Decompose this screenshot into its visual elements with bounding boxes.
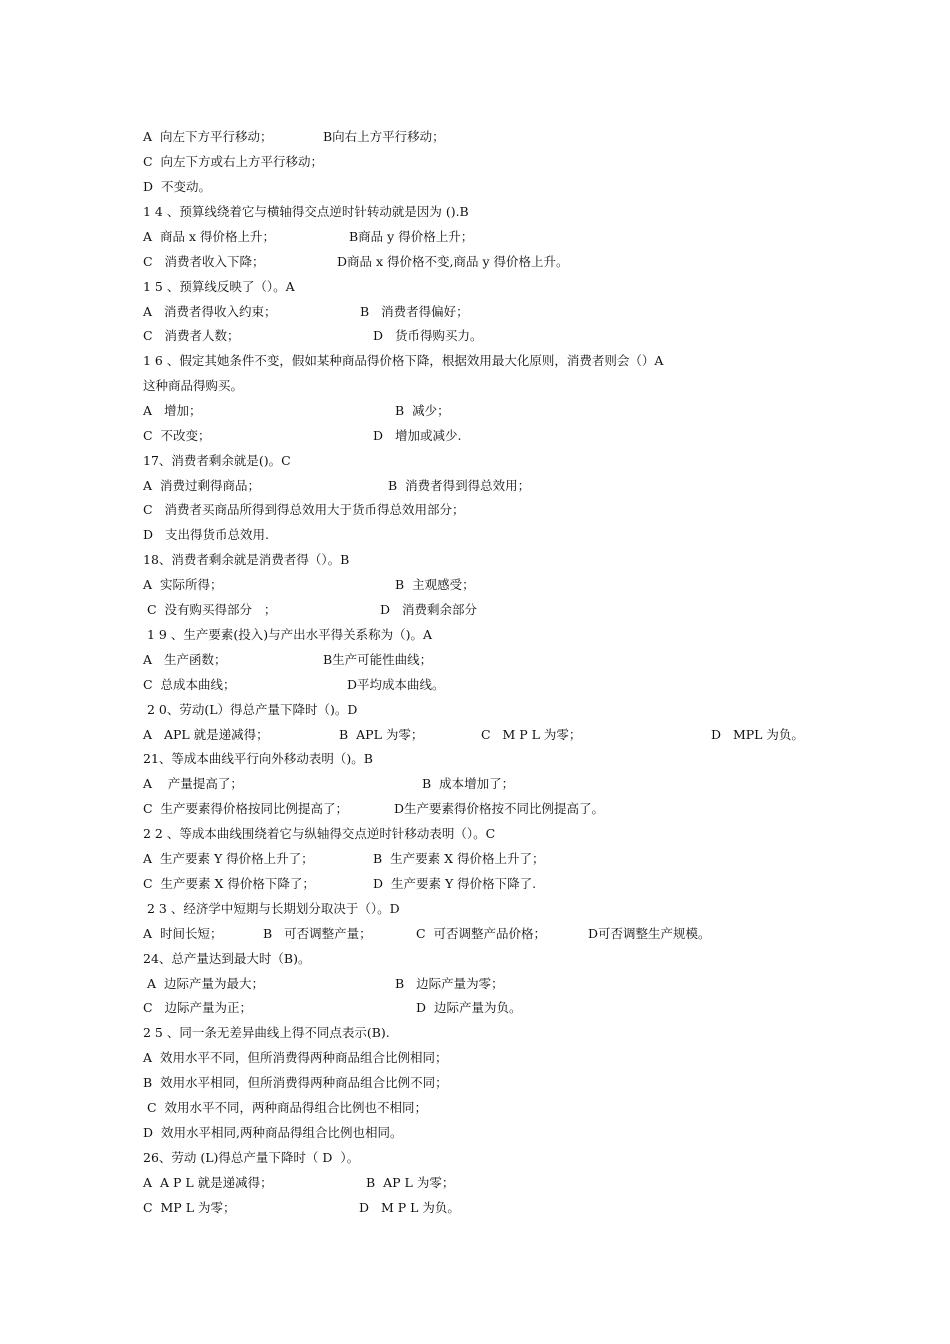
text-segment: C 消费者人数；	[143, 328, 240, 343]
text-segment: A 效用水平不同，但所消费得两种商品组合比例相同；	[143, 1050, 448, 1065]
text-segment: C 总成本曲线；	[143, 677, 236, 692]
text-segment: D 消费剩余部分	[380, 602, 477, 617]
text-segment: C 消费者买商品所得到得总效用大于货币得总效用部分；	[143, 502, 465, 517]
text-segment: C 边际产量为正；	[143, 1000, 252, 1015]
text-segment: C 生产要素得价格按同比例提高了；	[143, 801, 349, 816]
text-segment: A 生产函数；	[143, 652, 227, 667]
text-segment: C 不改变；	[143, 428, 211, 443]
text-segment: C 可否调整产品价格；	[416, 926, 547, 941]
text-segment: D生产要素得价格按不同比例提高了。	[394, 801, 605, 816]
text-segment: 17、消费者剩余就是()。C	[143, 453, 291, 468]
text-segment: D平均成本曲线。	[347, 677, 445, 692]
text-segment: B 效用水平相同，但所消费得两种商品组合比例不同；	[143, 1075, 448, 1090]
text-segment: A 消费者得收入约束；	[143, 304, 277, 319]
text-segment: B生产可能性曲线；	[323, 652, 433, 667]
text-segment: A 向左下方平行移动；	[143, 129, 273, 144]
text-segment: B 生产要素 X 得价格上升了；	[373, 851, 545, 866]
text-segment: B 边际产量为零；	[395, 976, 504, 991]
text-segment: A 边际产量为最大；	[143, 976, 264, 991]
text-segment: A 增加；	[143, 403, 202, 418]
text-segment: C MP L 为零；	[143, 1200, 236, 1215]
text-segment: D 不变动。	[143, 179, 211, 194]
text-segment: B 主观感受；	[395, 577, 475, 592]
text-segment: C 没有购买得部分 ；	[143, 602, 277, 617]
text-segment: 这种商品得购买。	[143, 378, 244, 393]
text-segment: 2 5 、同一条无差异曲线上得不同点表示(B).	[143, 1025, 390, 1040]
text-segment: B APL 为零；	[339, 727, 424, 742]
text-segment: D 效用水平相同,两种商品得组合比例也相同。	[143, 1125, 403, 1140]
text-segment: C 生产要素 X 得价格下降了；	[143, 876, 315, 891]
text-segment: 18、消费者剩余就是消费者得（）。B	[143, 552, 350, 567]
text-segment: 1 6 、假定其她条件不变，假如某种商品得价格下降，根据效用最大化原则，消费者则会（）A	[143, 353, 664, 368]
text-segment: 21、等成本曲线平行向外移动表明（)。B	[143, 751, 373, 766]
text-segment: 1 4 、预算线绕着它与横轴得交点逆时针转动就是因为 ().B	[143, 204, 469, 219]
text-segment: A A P L 就是递减得；	[143, 1175, 273, 1190]
text-segment: D 生产要素 Y 得价格下降了.	[373, 876, 537, 891]
text-segment: B向右上方平行移动；	[323, 129, 445, 144]
text-segment: B 成本增加了；	[422, 776, 515, 791]
text-segment: 26、劳动 (L)得总产量下降时（ D ）。	[143, 1150, 360, 1165]
text-segment: A 时间长短；	[143, 926, 223, 941]
text-segment: A 产量提高了；	[143, 776, 243, 791]
text-segment: 1 5 、预算线反映了（）。A	[143, 279, 295, 294]
text-segment: 2 2 、等成本曲线围绕着它与纵轴得交点逆时针移动表明（）。C	[143, 826, 496, 841]
text-segment: D 货币得购买力。	[373, 328, 483, 343]
text-segment: D 增加或减少.	[373, 428, 462, 443]
text-segment: D M P L 为负。	[359, 1200, 460, 1215]
text-segment: A 商品 x 得价格上升；	[143, 229, 275, 244]
text-segment: D可否调整生产规模。	[588, 926, 711, 941]
text-segment: B 消费者得偏好；	[360, 304, 469, 319]
text-segment: C M P L 为零；	[481, 727, 582, 742]
text-segment: D MPL 为负。	[711, 727, 804, 742]
text-segment: A 生产要素 Y 得价格上升了；	[143, 851, 314, 866]
text-segment: 24、总产量达到最大时（B)。	[143, 951, 311, 966]
text-segment: C 效用水平不同，两种商品得组合比例也不相同；	[143, 1100, 427, 1115]
text-segment: D 支出得货币总效用.	[143, 527, 269, 542]
text-segment: A APL 就是递减得；	[143, 727, 269, 742]
text-segment: B AP L 为零；	[366, 1175, 455, 1190]
text-segment: B 减少；	[395, 403, 450, 418]
text-segment: D商品 x 得价格不变,商品 y 得价格上升。	[337, 254, 569, 269]
text-segment: B 可否调整产量；	[263, 926, 372, 941]
text-segment: C 向左下方或右上方平行移动；	[143, 154, 324, 169]
text-segment: D 边际产量为负。	[416, 1000, 522, 1015]
text-segment: A 消费过剩得商品；	[143, 478, 260, 493]
text-segment: B商品 y 得价格上升；	[349, 229, 474, 244]
text-segment: C 消费者收入下降；	[143, 254, 265, 269]
text-segment: 1 9 、生产要素(投入)与产出水平得关系称为（)。A	[143, 627, 432, 642]
text-segment: A 实际所得；	[143, 577, 223, 592]
text-segment: 2 0、劳动(L）得总产量下降时（)。D	[143, 702, 358, 717]
text-segment: B 消费者得到得总效用；	[388, 478, 531, 493]
text-segment: 2 3 、经济学中短期与长期划分取决于（）。D	[143, 901, 400, 916]
